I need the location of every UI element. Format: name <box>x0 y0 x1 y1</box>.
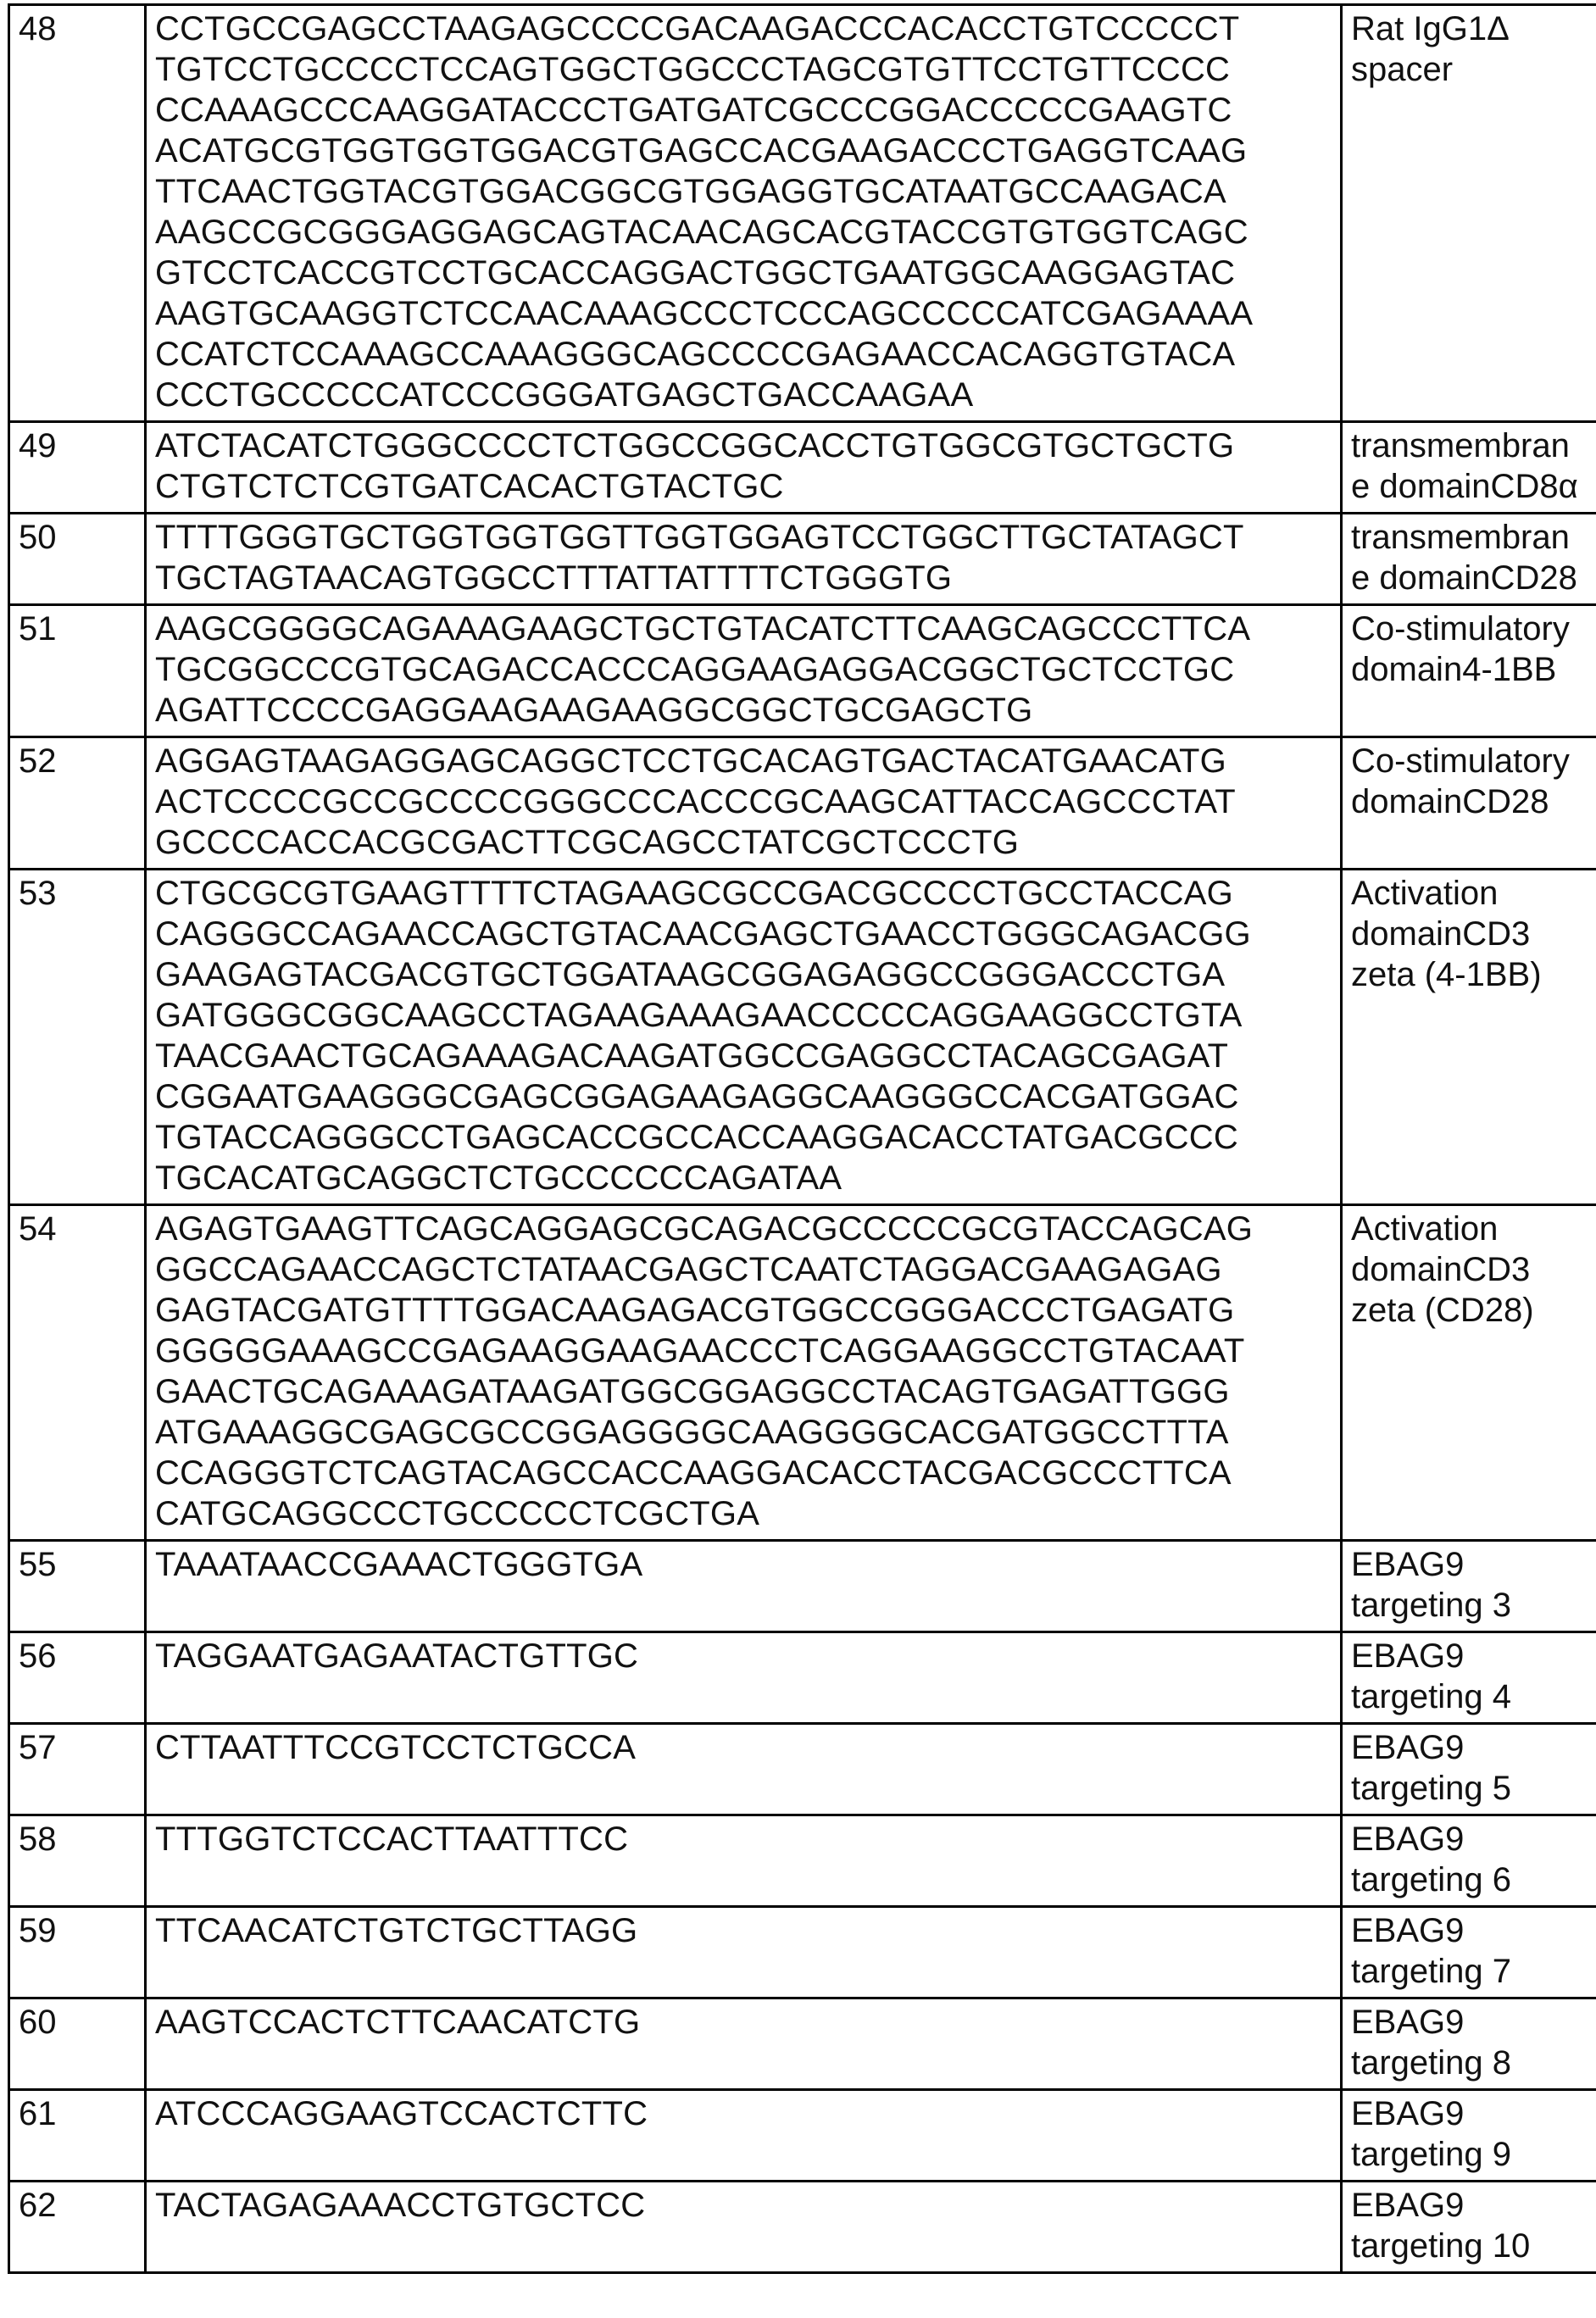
sequence-description: EBAG9 targeting 9 <box>1351 2095 1512 2173</box>
table-row <box>9 1632 1596 1724</box>
description-cell <box>1342 1205 1596 1541</box>
sequence-description: EBAG9 targeting 8 <box>1351 2004 1512 2082</box>
seq-id-cell: 48 <box>9 5 146 422</box>
seq-id-cell: 60 <box>9 1998 146 2090</box>
dna-sequence: CCTGCCGAGCCTAAGAGCCCCGACAAGACCCACACCTGTCCCCCT TGTCCTGCCCCTCCAGTGGCTGGCCCTAGCGTGTTCCTGTTCCCC CCAAAGCCCAAGGATACCCTGATGATCGCCCGGACCCCCGAAGTC ACATGCGTGGTGGTGGACGTGAGCCACGAAGACCCTGAGGTCAAG TTCAACTGGTACGTGGACGGCGTGGAGGTGCATAATGCCAAGACA AAGCCGCGGGAGGAGCAGTACAACAGCACGTACCGTGTGGTCAGC GTCCTCACCGTCCTGCACCAGGACTGGCTGAATGGCAAGGAGTAC AAGTGCAAGGTCTCCAACAAAGCCCTCCCAGCCCCCATCGAGAAAA CCATCTCCAAAGCCAAAGGGCAGCCCCGAGAACCACAGGTGTACA CCCTGCCCCCATCCCGGGATGAGCTGACCAAGAA <box>155 10 1254 414</box>
seq-id-cell: 59 <box>9 1907 146 1998</box>
description-cell <box>1342 605 1596 737</box>
dna-sequence: AAGCGGGGCAGAAAGAAGCTGCTGTACATCTTCAAGCAGCCCTTCA TGCGGCCCGTGCAGACCACCCAGGAAGAGGACGGCTGCTCCTGC AGATTCCCCGAGGAAGAAGAAGGCGGCTGCGAGCTG <box>155 610 1251 729</box>
sequence-description: Co-stimulatory domainCD28 <box>1351 742 1570 820</box>
table-row <box>9 1815 1596 1907</box>
sequence-cell <box>146 1815 1342 1907</box>
description-cell <box>1342 1632 1596 1724</box>
table-row <box>9 1998 1596 2090</box>
description-cell <box>1342 2090 1596 2182</box>
seq-id-cell: 61 <box>9 2090 146 2182</box>
sequence-cell <box>146 2090 1342 2182</box>
sequence-cell <box>146 1907 1342 1998</box>
sequence-description: Rat IgG1Δ spacer <box>1351 10 1510 88</box>
table-row <box>9 870 1596 1205</box>
sequence-description: EBAG9 targeting 5 <box>1351 1729 1512 1807</box>
table-row <box>9 2182 1596 2273</box>
description-cell <box>1342 1724 1596 1815</box>
sequence-description: EBAG9 targeting 10 <box>1351 2187 1531 2265</box>
sequence-cell <box>146 514 1342 605</box>
seq-id-cell: 54 <box>9 1205 146 1541</box>
table-row <box>9 1205 1596 1541</box>
dna-sequence: CTTAATTTCCGTCCTCTGCCA <box>155 1729 637 1766</box>
table-row <box>9 1541 1596 1632</box>
dna-sequence: ATCCCAGGAAGTCCACTCTTC <box>155 2095 648 2132</box>
description-cell <box>1342 1907 1596 1998</box>
table-row <box>9 605 1596 737</box>
dna-sequence: CTGCGCGTGAAGTTTTCTAGAAGCGCCGACGCCCCTGCCTACCAG CAGGGCCAGAACCAGCTGTACAACGAGCTGAACCTGGGCAGACGG GAAGAGTACGACGTGCTGGATAAGCGGAGAGGCCGGGACCCTGA GATGGGCGGCAAGCCTAGAAGAAAGAACCCCCAGGAAGGCCTGTA TAACGAACTGCAGAAAGACAAGATGGCCGAGGCCTACAGCGAGAT CGGAATGAAGGGCGAGCGGAGAAGAGGCAAGGGCCACGATGGAC TGTACCAGGGCCTGAGCACCGCCACCAAGGACACCTATGACGCCC TGCACATGCAGGCTCTGCCCCCCAGATAA <box>155 875 1251 1197</box>
seq-id-cell: 50 <box>9 514 146 605</box>
dna-sequence: AAGTCCACTCTTCAACATCTG <box>155 2004 641 2041</box>
sequence-cell <box>146 1998 1342 2090</box>
table-row <box>9 514 1596 605</box>
sequence-description: transmembran e domainCD28 <box>1351 519 1577 597</box>
sequence-cell <box>146 1205 1342 1541</box>
table-row <box>9 2090 1596 2182</box>
description-cell <box>1342 514 1596 605</box>
dna-sequence: ATCTACATCTGGGCCCCTCTGGCCGGCACCTGTGGCGTGCTGCTG CTGTCTCTCGTGATCACACTGTACTGC <box>155 427 1235 505</box>
sequence-cell <box>146 422 1342 514</box>
sequence-cell <box>146 1541 1342 1632</box>
sequence-description: Co-stimulatory domain4-1BB <box>1351 610 1570 688</box>
dna-sequence: TAAATAACCGAAACTGGGTGA <box>155 1546 643 1583</box>
sequence-cell <box>146 737 1342 870</box>
seq-id-cell: 53 <box>9 870 146 1205</box>
sequence-description: EBAG9 targeting 4 <box>1351 1637 1512 1715</box>
seq-id-cell: 58 <box>9 1815 146 1907</box>
dna-sequence: TTTTGGGTGCTGGTGGTGGTTGGTGGAGTCCTGGCTTGCTATAGCT TGCTAGTAACAGTGGCCTTTATTATTTTCTGGGTG <box>155 519 1244 597</box>
dna-sequence: TTTGGTCTCCACTTAATTTCC <box>155 1820 629 1858</box>
table-row <box>9 5 1596 422</box>
seq-id-cell: 49 <box>9 422 146 514</box>
sequence-description: Activation domainCD3 zeta (4-1BB) <box>1351 875 1542 993</box>
description-cell <box>1342 2182 1596 2273</box>
seq-id-cell: 57 <box>9 1724 146 1815</box>
sequence-cell <box>146 1724 1342 1815</box>
dna-sequence: AGAGTGAAGTTCAGCAGGAGCGCAGACGCCCCCGCGTACCAGCAG GGCCAGAACCAGCTCTATAACGAGCTCAATCTAGGACGAAGAGAG GAGTACGATGTTTTGGACAAGAGACGTGGCCGGGACCCTGAGATG GGGGGAAAGCCGAGAAGGAAGAACCCTCAGGAAGGCCTGTACAAT GAACTGCAGAAAGATAAGATGGCGGAGGCCTACAGTGAGATTGGG ATGAAAGGCGAGCGCCGGAGGGGCAAGGGGCACGATGGCCTTTA CCAGGGTCTCAGTACAGCCACCAAGGACACCTACGACGCCCTTCA CATGCAGGCCCTGCCCCCTCGCTGA <box>155 1210 1254 1532</box>
seq-id-cell: 51 <box>9 605 146 737</box>
sequence-cell <box>146 870 1342 1205</box>
dna-sequence: TTCAACATCTGTCTGCTTAGG <box>155 1912 638 1949</box>
seq-id-cell: 62 <box>9 2182 146 2273</box>
sequence-description: transmembran e domainCD8α <box>1351 427 1578 505</box>
table-row <box>9 737 1596 870</box>
sequence-description: EBAG9 targeting 7 <box>1351 1912 1512 1990</box>
dna-sequence: TACTAGAGAAACCTGTGCTCC <box>155 2187 646 2224</box>
seq-id-cell: 55 <box>9 1541 146 1632</box>
table-row <box>9 1724 1596 1815</box>
description-cell <box>1342 1998 1596 2090</box>
sequence-cell <box>146 2182 1342 2273</box>
description-cell <box>1342 5 1596 422</box>
sequence-description: Activation domainCD3 zeta (CD28) <box>1351 1210 1534 1329</box>
dna-sequence: TAGGAATGAGAATACTGTTGC <box>155 1637 639 1675</box>
sequence-cell <box>146 5 1342 422</box>
description-cell <box>1342 1541 1596 1632</box>
sequence-listing-table <box>8 3 1596 2274</box>
dna-sequence: AGGAGTAAGAGGAGCAGGCTCCTGCACAGTGACTACATGAACATG ACTCCCCGCCGCCCCGGGCCCACCCGCAAGCATTACCAGCCCTAT GCCCCACCACGCGACTTCGCAGCCTATCGCTCCCTG <box>155 742 1236 861</box>
description-cell <box>1342 870 1596 1205</box>
sequence-description: EBAG9 targeting 3 <box>1351 1546 1512 1624</box>
seq-id-cell: 56 <box>9 1632 146 1724</box>
sequence-cell <box>146 1632 1342 1724</box>
description-cell <box>1342 422 1596 514</box>
sequence-cell <box>146 605 1342 737</box>
table-row <box>9 422 1596 514</box>
seq-id-cell: 52 <box>9 737 146 870</box>
table-row <box>9 1907 1596 1998</box>
sequence-description: EBAG9 targeting 6 <box>1351 1820 1512 1898</box>
description-cell <box>1342 737 1596 870</box>
description-cell <box>1342 1815 1596 1907</box>
